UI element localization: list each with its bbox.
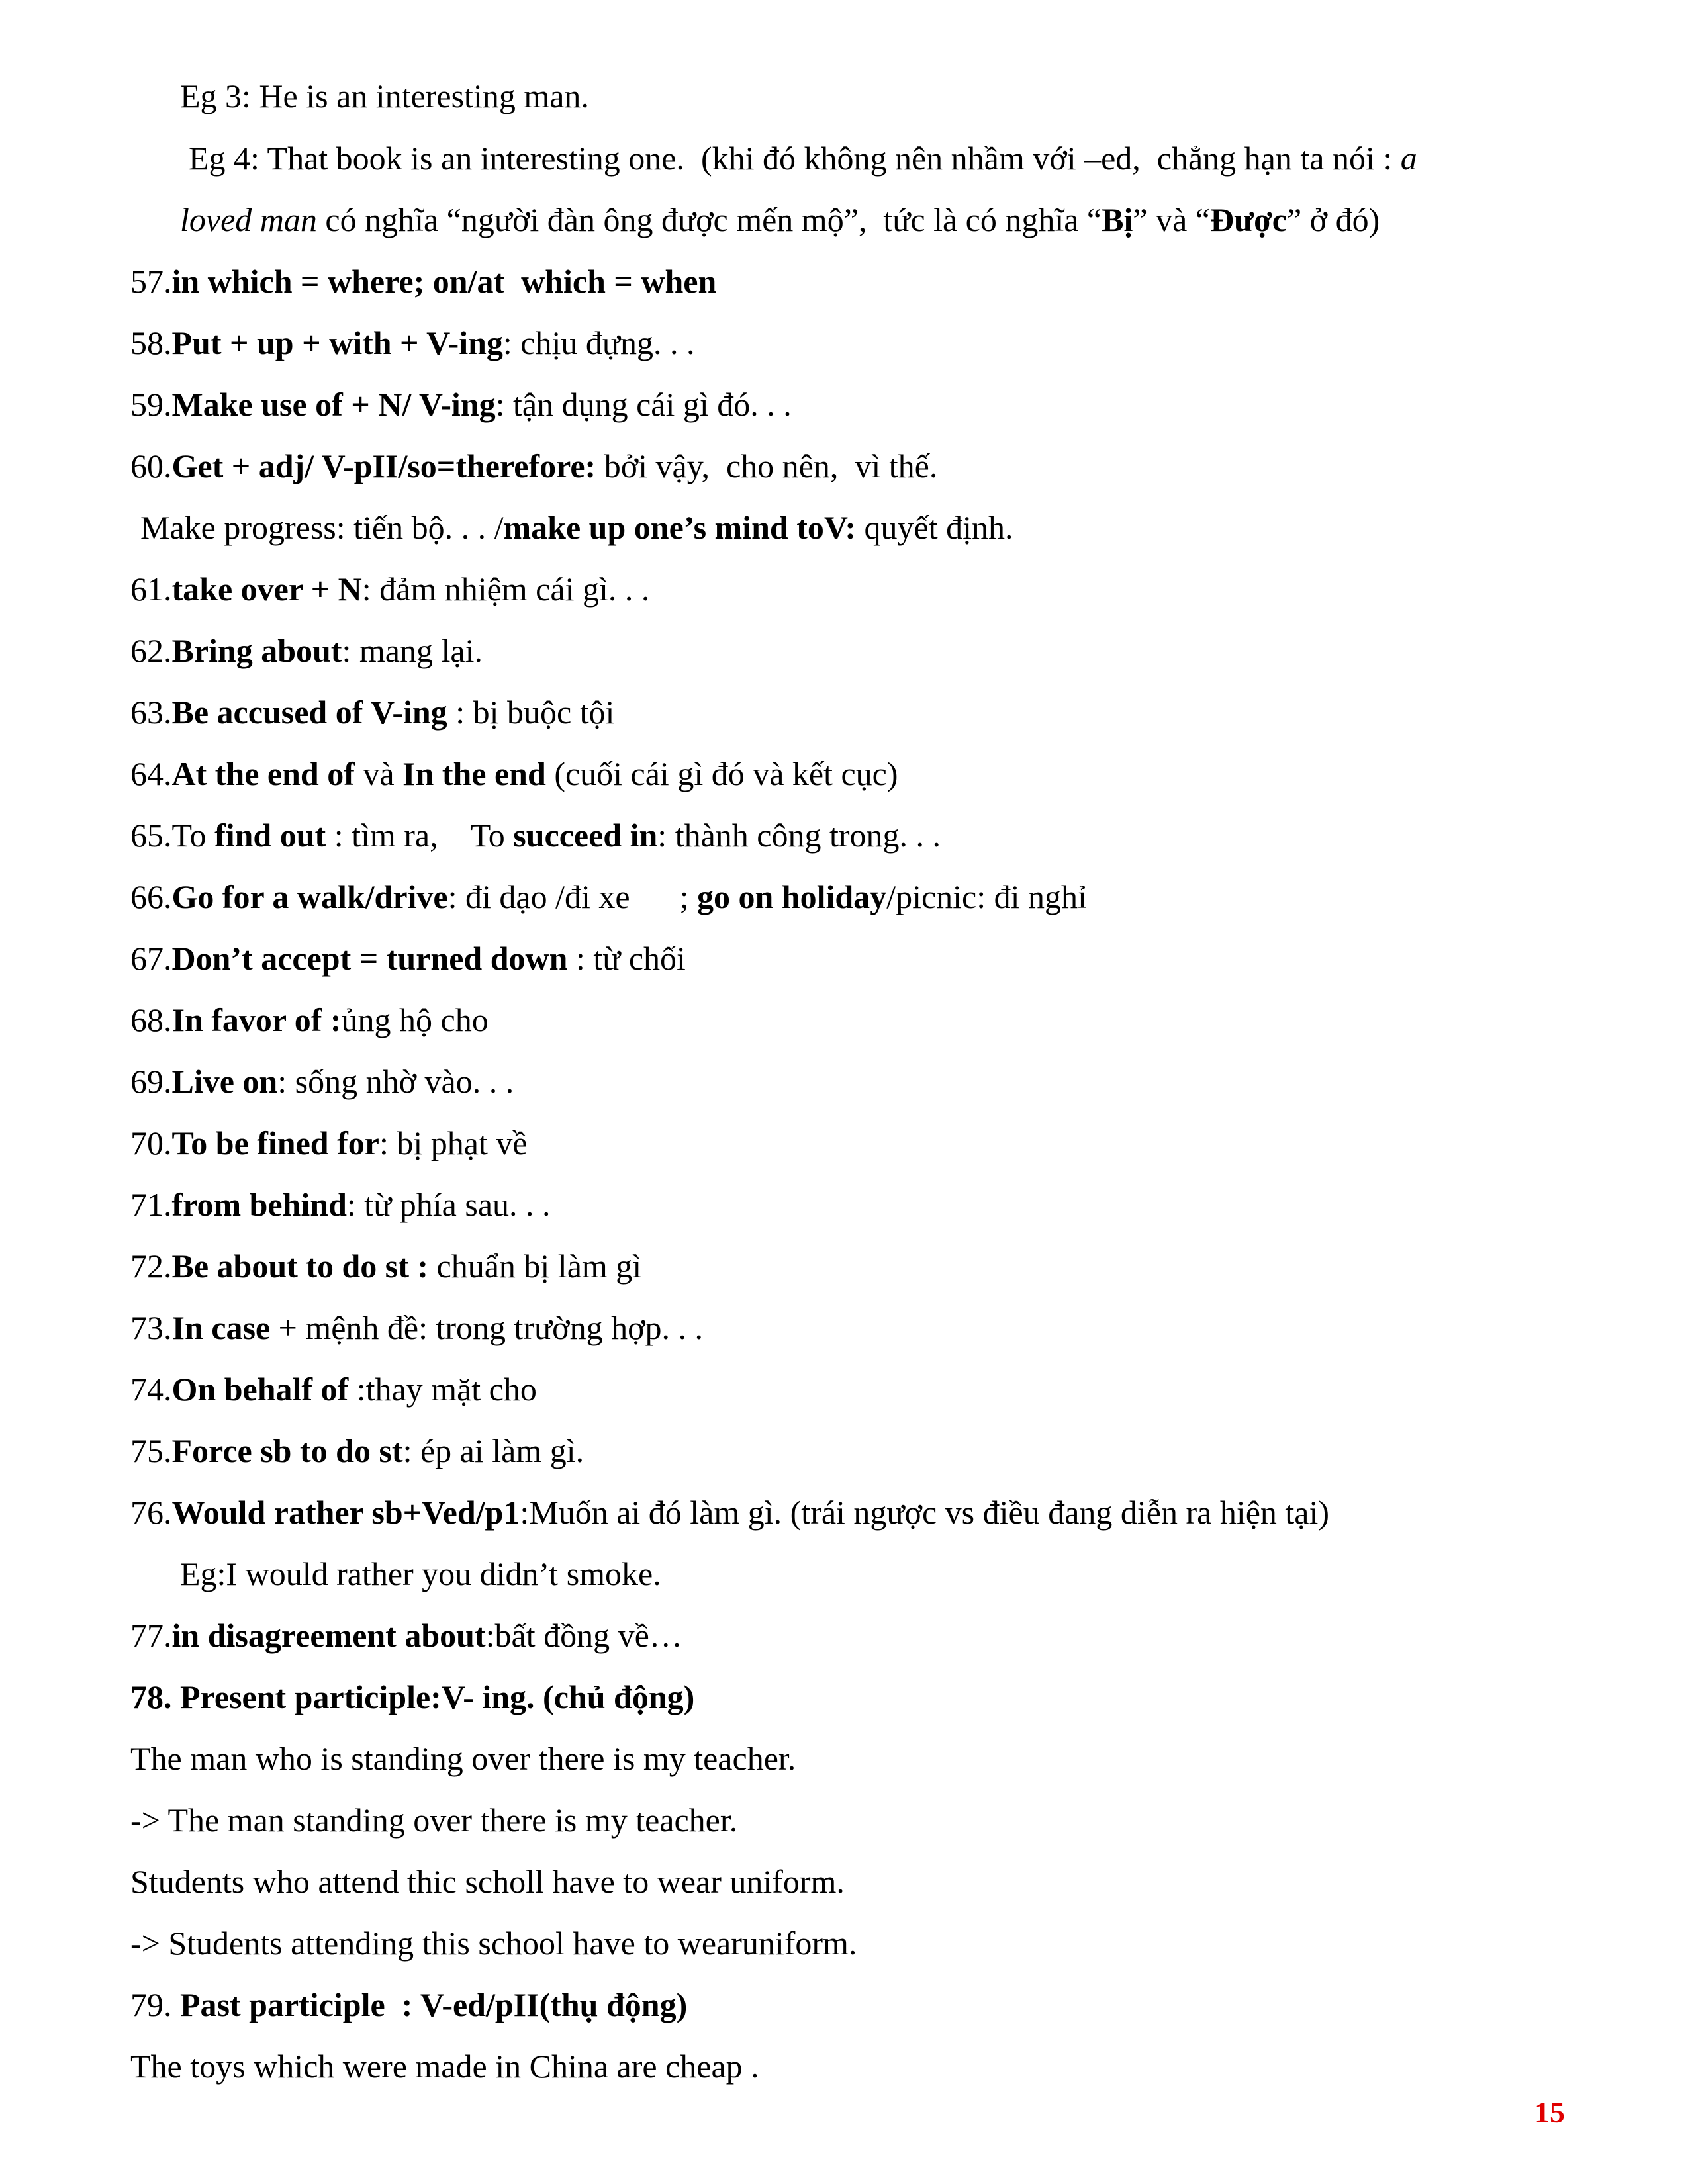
text-run: ” và “ [1133,201,1210,238]
text-line [180,203,1380,236]
bold-term: go on holiday [696,878,887,915]
bold-term: Bị [1102,201,1133,238]
italic-text: loved man [180,201,317,238]
text-line [140,511,1013,544]
bold-term: Force sb to do st [171,1432,403,1469]
item-number: 69. [130,1063,172,1100]
list-item [130,942,686,975]
text-run: Students who attend thic scholl have to wear uniform. [130,1863,845,1900]
italic-text: a [1400,140,1417,177]
text-run: : tìm ra, To [326,817,514,854]
item-number: 65. [130,817,172,854]
item-number: 59. [130,386,172,423]
bold-term: To be fined for [171,1124,379,1161]
text-line [130,2050,759,2083]
item-number: 61. [130,570,172,608]
item-number: 62. [130,632,172,669]
item-number: 76. [130,1494,172,1531]
text-run: ủng hộ cho [341,1001,489,1038]
bold-term: At the end of [171,755,355,792]
bold-term: succeed in [513,817,658,854]
bold-term: make up one’s mind toV: [503,509,857,546]
bold-term: Don’t accept = turned down [171,940,568,977]
list-item [130,1311,703,1344]
text-run: :bất đồng về… [485,1617,682,1654]
bold-term: Bring about [171,632,342,669]
bold-term: in disagreement about [171,1617,486,1654]
bold-term: Past participle : V-ed/pII(thụ động) [171,1986,688,2023]
text-line [180,79,589,113]
bold-term: Would rather sb+Ved/p1 [171,1494,520,1531]
list-item [130,880,1087,913]
text-line [180,1557,661,1590]
item-number: 70. [130,1124,172,1161]
text-run: : mang lại. [342,632,483,669]
bold-term: Present participle:V- ing. (chủ động) [171,1678,695,1715]
item-number: 78. [130,1678,172,1715]
text-run: : tận dụng cái gì đó. . . [495,386,792,423]
list-item [130,449,937,482]
list-item [130,634,483,667]
list-item [130,1003,489,1036]
text-run: có nghĩa “người đàn ông được mến mộ”, tức là có nghĩa “ [316,201,1102,238]
text-run: : từ phía sau. . . [346,1186,551,1223]
item-number: 74. [130,1371,172,1408]
text-run: Eg 4: That book is an interesting one. (khi đó không nên nhầm với –ed, chẳng hạn ta nói : [189,140,1401,177]
text-run: -> Students attending this school have to wearuniform. [130,1925,857,1962]
item-number: 71. [130,1186,172,1223]
text-line [130,1742,796,1775]
text-run: Eg:I would rather you didn’t smoke. [180,1555,661,1592]
list-item [130,757,898,790]
list-item [130,388,792,421]
text-run: Make progress: tiến bộ. . . / [140,509,504,546]
item-number: 66. [130,878,172,915]
page-number: 15 [1534,2095,1565,2129]
bold-term: Make use of + N/ V-ing [171,386,496,423]
text-run: : thành công trong. . . [657,817,941,854]
text-line [130,1865,845,1898]
item-number: 58. [130,324,172,361]
text-run: và [354,755,403,792]
text-run: /picnic: đi nghỉ [886,878,1087,915]
bold-term: In favor of : [171,1001,342,1038]
list-item [130,572,649,606]
text-run: (cuối cái gì đó và kết cục) [545,755,898,792]
text-run: Eg 3: He is an interesting man. [180,77,589,114]
text-run: bởi vậy, cho nên, vì thế. [596,447,938,484]
text-run: :thay mặt cho [348,1371,537,1408]
bold-term: from behind [171,1186,347,1223]
bold-term: in which = where; on/at which = when [171,263,717,300]
item-number: 77. [130,1617,172,1654]
text-run: :Muốn ai đó làm gì. (trái ngược vs điều đang diễn ra hiện tại) [520,1494,1330,1531]
list-item [130,1680,694,1713]
text-run: : ép ai làm gì. [402,1432,585,1469]
text-run: : đảm nhiệm cái gì. . . [361,570,650,608]
text-run: : sống nhờ vào. . . [277,1063,514,1100]
text-run: quyết định. [856,509,1013,546]
list-item [130,1619,682,1652]
bold-term: In the end [402,755,546,792]
text-run: ” ở đó) [1286,201,1380,238]
text-run: To [171,817,215,854]
list-item [130,1373,537,1406]
bold-term: Go for a walk/drive [171,878,448,915]
text-run: + mệnh đề: trong trường hợp. . . [270,1309,704,1346]
text-run: : chịu đựng. . . [502,324,695,361]
bold-term: take over + N [171,570,362,608]
bold-term: Put + up + with + V-ing [171,324,503,361]
list-item [130,1496,1329,1529]
list-item [130,1250,641,1283]
text-line [130,1803,737,1837]
item-number: 63. [130,694,172,731]
text-run: : đi dạo /đi xe ; [447,878,697,915]
item-number: 64. [130,755,172,792]
list-item [130,326,694,359]
list-item [130,1434,584,1467]
text-run: The toys which were made in China are cheap . [130,2048,759,2085]
list-item [130,1188,551,1221]
bold-term: In case [171,1309,271,1346]
text-run: : bị phạt về [379,1124,528,1161]
text-run: -> The man standing over there is my teacher. [130,1801,738,1839]
item-number: 60. [130,447,172,484]
bold-term: Live on [171,1063,278,1100]
item-number: 79. [130,1986,172,2023]
text-run: The man who is standing over there is my teacher. [130,1740,796,1777]
text-run: chuẩn bị làm gì [428,1248,642,1285]
item-number: 68. [130,1001,172,1038]
bold-term: Được [1209,201,1287,238]
item-number: 57. [130,263,172,300]
list-item [130,1988,687,2021]
item-number: 72. [130,1248,172,1285]
list-item [130,696,614,729]
bold-term: Be about to do st : [171,1248,429,1285]
list-item [130,819,941,852]
text-line [189,142,1417,175]
list-item [130,265,716,298]
bold-term: find out [214,817,326,854]
text-run: : bị buộc tội [447,694,615,731]
item-number: 75. [130,1432,172,1469]
list-item [130,1126,528,1160]
list-item [130,1065,514,1098]
bold-term: Get + adj/ V-pII/so=therefore: [171,447,596,484]
bold-term: Be accused of V-ing [171,694,447,731]
item-number: 73. [130,1309,172,1346]
text-run: : từ chối [567,940,686,977]
text-line [130,1927,857,1960]
item-number: 67. [130,940,172,977]
bold-term: On behalf of [171,1371,349,1408]
